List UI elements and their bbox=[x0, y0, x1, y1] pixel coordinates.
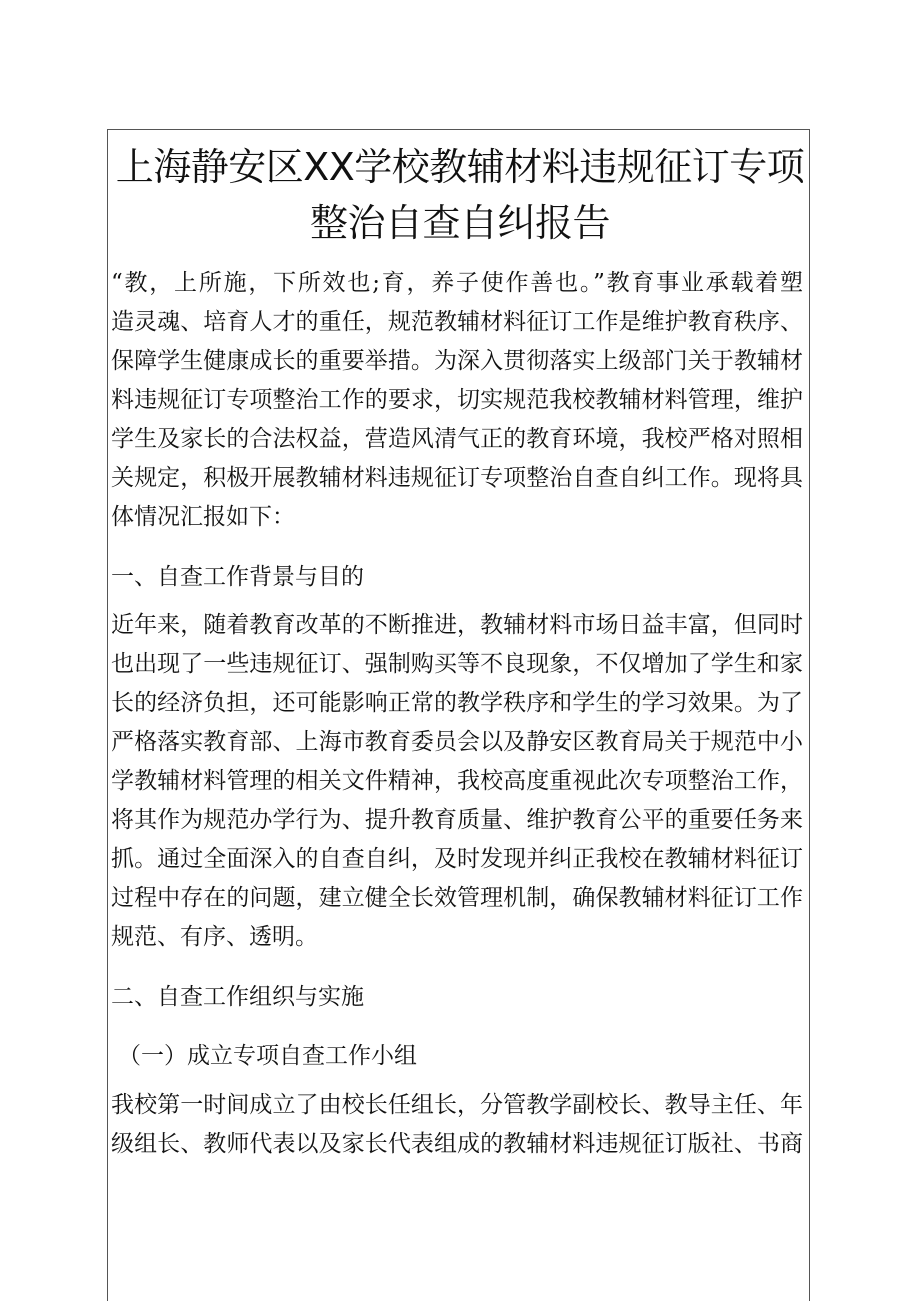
paragraph-line: 抓。通过全面深入的自查自纠，及时发现并纠正我校在教辅材料征订 bbox=[111, 846, 803, 872]
paragraph-line: 料违规征订专项整治工作的要求，切实规范我校教辅材料管理，维护 bbox=[111, 387, 803, 413]
paragraph-line: 关规定，积极开展教辅材料违规征订专项整治自查自纠工作。现将具 bbox=[111, 465, 803, 491]
paragraph-line: 我校第一时间成立了由校长任组长，分管教学副校长、教导主任、年 bbox=[111, 1092, 803, 1118]
paragraph-line: 长的经济负担，还可能影响正常的教学秩序和学生的学习效果。为了 bbox=[111, 690, 803, 716]
section-heading-2: 二、自查工作组织与实施 bbox=[111, 984, 364, 1010]
paragraph-line: 保障学生健康成长的重要举措。为深入贯彻落实上级部门关于教辅材 bbox=[111, 348, 803, 374]
paragraph-line: 过程中存在的问题，建立健全长效管理机制，确保教辅材料征订工作 bbox=[111, 885, 803, 911]
section-heading-1: 一、自查工作背景与目的 bbox=[111, 564, 364, 590]
paragraph-line: 也出现了一些违规征订、强制购买等不良现象，不仅增加了学生和家 bbox=[111, 651, 803, 677]
paragraph-line: “教，上所施，下所效也;育，养子使作善也。”教育事业承载着塑 bbox=[111, 270, 803, 296]
paragraph-line: 规范、有序、透明。 bbox=[111, 924, 318, 950]
document-title-line-1: 上海静安区XX学校教辅材料违规征订专项 bbox=[115, 145, 805, 189]
paragraph-line: 严格落实教育部、上海市教育委员会以及静安区教育局关于规范中小 bbox=[111, 729, 803, 755]
paragraph-line: 级组长、教师代表以及家长代表组成的教辅材料违规征订版社、书商 bbox=[111, 1131, 803, 1157]
paragraph-line: 体情况汇报如下： bbox=[111, 504, 295, 530]
paragraph-line: 造灵魂、培育人才的重任，规范教辅材料征订工作是维护教育秩序、 bbox=[111, 309, 803, 335]
subsection-heading-1: （一）成立专项自查工作小组 bbox=[118, 1043, 417, 1069]
paragraph-line: 将其作为规范办学行为、提升教育质量、维护教育公平的重要任务来 bbox=[111, 807, 803, 833]
paragraph-line: 学教辅材料管理的相关文件精神，我校高度重视此次专项整治工作， bbox=[111, 768, 803, 794]
document-title-line-2: 整治自查自纠报告 bbox=[309, 201, 610, 245]
paragraph-line: 学生及家长的合法权益，营造风清气正的教育环境，我校严格对照相 bbox=[111, 426, 803, 452]
paragraph-line: 近年来，随着教育改革的不断推进，教辅材料市场日益丰富，但同时 bbox=[111, 612, 803, 638]
